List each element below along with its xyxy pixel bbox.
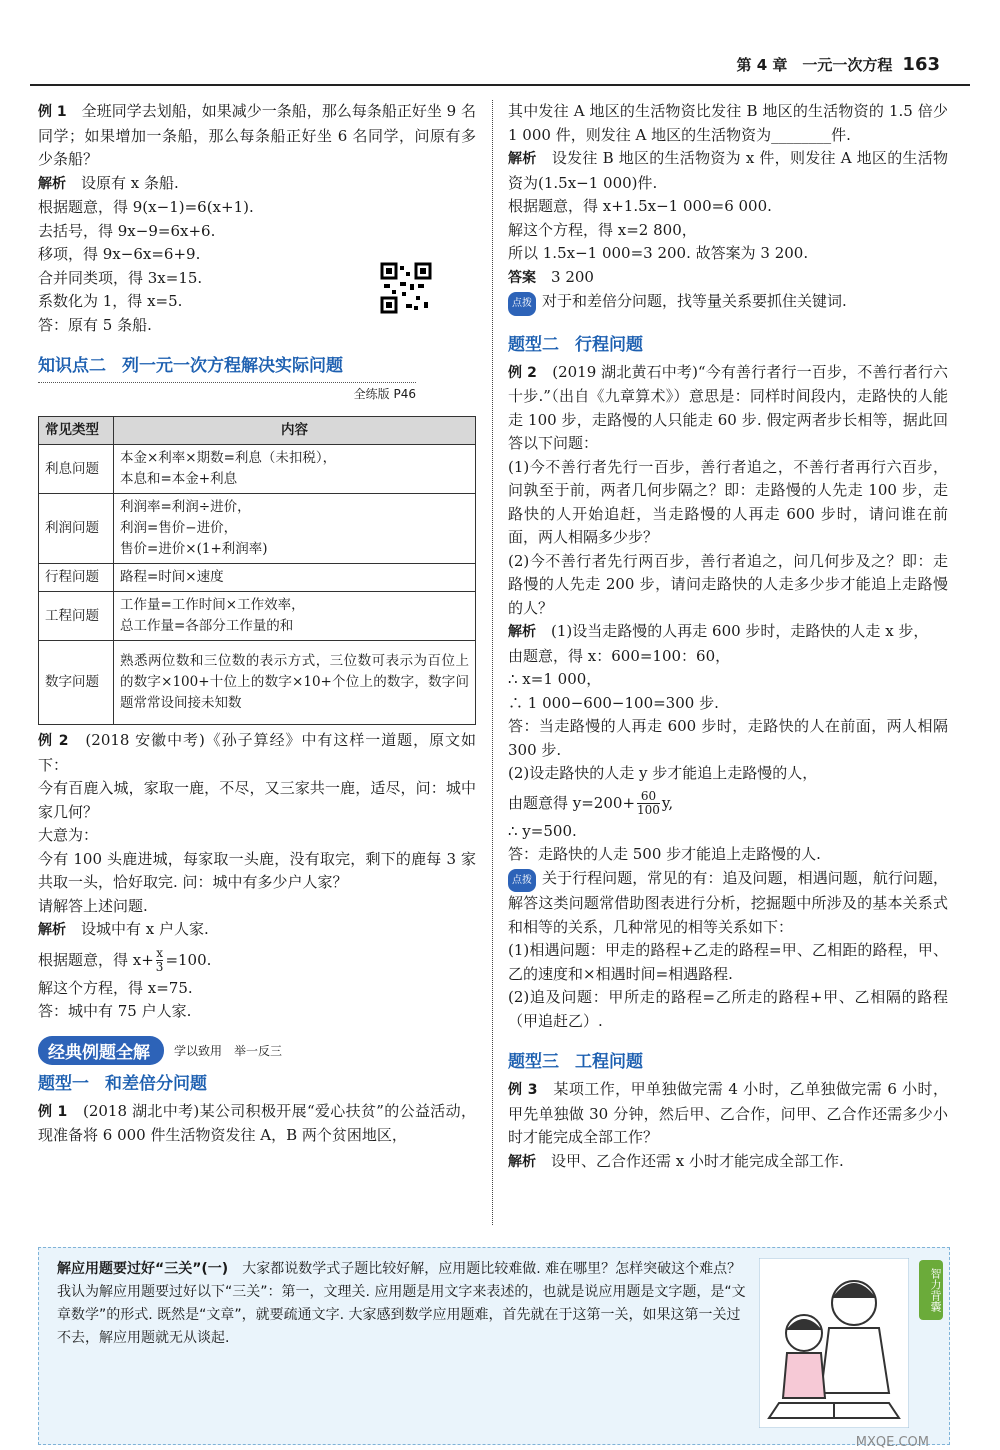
example-text: (2018 湖北中考)某公司积极开展“爱心扶贫”的公益活动，现准备将 6 000 件生活物资发往 A，B 两个贫困地区， — [38, 1101, 476, 1144]
tip-item: (1)相遇问题：甲走的路程+乙走的路程=甲、乙相距的路程，甲、乙的速度和×相遇时间=相遇路程. — [508, 941, 948, 983]
solution-line: 所以 1.5x−1 000=3 200. 故答案为 3 200. — [508, 244, 809, 262]
solution-line: ∴ 1 000−600−100=300 步. — [508, 693, 719, 712]
table-row — [39, 641, 476, 725]
fraction — [156, 947, 164, 974]
original-text: 今有百鹿入城，家取一鹿，不尽，又三家共一鹿，适尽，问：城中家几何？ — [38, 779, 476, 821]
answer-value: 3 200 — [551, 267, 594, 286]
solution-line: 设原有 x 条船. — [81, 173, 179, 192]
example-2 — [38, 729, 476, 777]
example-label: 例 2 — [508, 364, 537, 381]
solution-line: 移项，得 9x−6x=6+9. — [38, 245, 201, 263]
tip-text: 对于和差倍分问题，找等量关系要抓住关键词. — [542, 292, 847, 310]
example-text: (2019 湖北黄石中考)“今有善行者行一百步，不善行者行六十步.”（出自《九章算术》）意思是：同样时间段内，走路快的人能走 100 步，走路慢的人只能走 60 步. 假定两者步长相等，据此回答以下问题： — [508, 362, 948, 452]
solution-line: (2)设走路快的人走 y 步才能追上走路慢的人， — [508, 764, 818, 782]
table-cell — [114, 592, 476, 641]
practice-reference: 全练版 P46 — [38, 382, 416, 402]
solution-line: 设城中有 x 户人家. — [81, 920, 209, 938]
section-banner — [38, 1036, 476, 1065]
table-row — [39, 445, 476, 494]
fraction — [637, 790, 660, 817]
cell-line: 工作量=工作时间×工作效率， — [120, 597, 305, 613]
table-row — [39, 592, 476, 641]
watermark: MXQE.COM — [855, 1435, 929, 1450]
example-label: 例 1 — [38, 104, 67, 120]
equation-part: 由题意得 y=200+ — [508, 793, 636, 812]
type-heading — [508, 330, 948, 355]
tip-item: (2)追及问题：甲所走的路程=乙所走的路程+甲、乙相隔的路程（甲追赶乙）. — [508, 988, 948, 1030]
tip-badge: 点拨 — [508, 292, 536, 316]
denominator: 100 — [637, 803, 660, 817]
solution-line: 设发往 B 地区的生活物资为 x 件，则发往 A 地区的生活物资为(1.5x−1 000)件. — [508, 149, 948, 192]
jiexi-label: 解析 — [38, 175, 66, 192]
type-title: 工程问题 — [575, 1052, 643, 1072]
equation-part: 根据题意，得 x+ — [38, 950, 154, 969]
solution-line: 解这个方程，得 x=2 800， — [508, 220, 697, 239]
solution-line: 由题意，得 x：600=100：60， — [508, 646, 731, 665]
example-label: 例 2 — [38, 733, 69, 749]
solution-line: 解这个方程，得 x=75. — [38, 978, 193, 997]
tip-box-body: 大家都说数学式子题比较好解，应用题比较难做. 难在哪里？怎样突破这个难点？我认为解应用题要过好以下“三关”：第一，文理关. 应用题是用文字来表述的，也就是说应用题是文字题，是“文章数学”的形式. 既然是“文章”，就要疏通文字. 大家感到数学应用题难，首先就在于这第一关，如果这第一关过不去，解应用题就无从谈起. — [57, 1261, 746, 1346]
tip — [508, 867, 948, 940]
example-text: 全班同学去划船，如果减少一条船，那么每条船正好坐 9 名同学；如果增加一条船，那么每条船正好坐 6 名同学，问原有多少条船？ — [38, 102, 476, 168]
type-heading — [38, 1069, 476, 1094]
example-text: 某项工作，甲单独做完需 4 小时，乙单独做完需 6 小时，甲先单独做 30 分钟，然后甲、乙合作，问甲、乙合作还需多少小时才能完成全部工作？ — [508, 1080, 948, 1146]
numerator: x — [156, 946, 163, 960]
cell-line: 本息和=本金+利息 — [120, 471, 238, 487]
question-2: (2)今不善行者先行两百步，善行者追之，问几何步及之？即：走路慢的人先走 200 步，请问走路快的人走多少步才能追上走路慢的人？ — [508, 551, 948, 617]
header-rule — [30, 84, 970, 86]
example-label: 例 1 — [38, 1103, 68, 1120]
solution-line: ∴ x=1 000， — [508, 670, 602, 688]
solution-line: 去括号，得 9x−9=6x+6. — [38, 221, 216, 240]
type-label: 题型三 — [508, 1052, 559, 1072]
kp-title: 列一元一次方程解决实际问题 — [122, 356, 343, 376]
solution-line: 答：走路快的人走 500 步才能追上走路慢的人. — [508, 845, 821, 863]
table-header-cell: 常见类型 — [39, 417, 114, 445]
table-cell — [114, 494, 476, 564]
table-cell: 利润问题 — [39, 494, 114, 564]
denominator: 3 — [155, 960, 164, 974]
example-3 — [508, 1078, 948, 1150]
type-title: 行程问题 — [575, 334, 643, 355]
solution-line: 根据题意，得 x+1.5x−1 000=6 000. — [508, 197, 772, 215]
solution-line: 答：当走路慢的人再走 600 步时，走路快的人在前面，两人相隔 300 步. — [508, 717, 948, 759]
solution — [508, 1150, 948, 1175]
cell-line: 利润=售价−进价， — [120, 520, 238, 536]
cell-line: 总工作量=各部分工作量的和 — [120, 618, 294, 634]
right-column — [508, 100, 948, 1174]
meaning-label: 大意为： — [38, 826, 99, 844]
table-row — [39, 494, 476, 564]
tip-box-title: 解应用题要过好“三关”(一) — [57, 1261, 229, 1277]
example-1 — [38, 100, 476, 172]
type-label: 题型一 — [38, 1073, 89, 1094]
solution-line: 答：原有 5 条船. — [38, 315, 152, 334]
table-cell: 行程问题 — [39, 564, 114, 592]
left-column — [38, 100, 476, 1148]
problem-types-table — [38, 416, 476, 725]
cell-line: 售价=进价×(1+利润率) — [120, 541, 268, 557]
table-cell: 数字问题 — [39, 641, 114, 725]
answer-label: 答案 — [508, 269, 536, 286]
equation-part: y, — [661, 793, 674, 812]
question-1: (1)今不善行者先行一百步，善行者追之，不善行者再行六百步，问孰至于前，两者几何步隔之？即：走路慢的人先走 100 步，走路快的人开始追赶，当走路慢的人再走 600 步时，请问谁在前面，两人相隔多少步？ — [508, 457, 948, 546]
example-continuation: 其中发往 A 地区的生活物资比发往 B 地区的生活物资的 1.5 倍少 1 000 件，则发往 A 地区的生活物资为________件. — [508, 102, 948, 144]
tip-box — [38, 1247, 950, 1450]
solution-line: 合并同类项，得 3x=15. — [38, 268, 203, 287]
numerator: 60 — [637, 790, 660, 804]
column-divider — [492, 100, 493, 1225]
qr-code-icon[interactable] — [380, 262, 432, 314]
jiexi-label: 解析 — [38, 922, 66, 938]
solution-line: ∴ y=500. — [508, 821, 577, 840]
solution-line: (1)设当走路慢的人再走 600 步时，走路快的人走 x 步， — [551, 622, 929, 640]
solution — [508, 147, 948, 195]
tip-box-text — [57, 1258, 747, 1350]
kp-label: 知识点二 — [38, 356, 106, 376]
table-header — [39, 417, 476, 445]
solution — [38, 172, 476, 197]
solution-line: 设甲、乙合作还需 x 小时才能完成全部工作. — [551, 1151, 844, 1170]
example-2-right — [508, 361, 948, 456]
solution — [508, 620, 948, 645]
solution — [38, 918, 476, 943]
table-header-cell: 内容 — [114, 417, 476, 445]
cell-line: 本金×利率×期数=利息（未扣税）， — [120, 450, 337, 466]
side-tab: 智力背囊 — [919, 1260, 943, 1320]
equation-part: =100. — [165, 950, 212, 969]
solution-line: 系数化为 1，得 x=5. — [38, 292, 183, 310]
chapter-title: 第 4 章 一元一次方程 — [736, 56, 893, 74]
jiexi-label: 解析 — [508, 151, 537, 167]
banner-title: 经典例题全解 — [38, 1036, 164, 1065]
type-title: 和差倍分问题 — [105, 1073, 207, 1094]
tip-badge: 点拨 — [508, 869, 536, 893]
table-cell — [114, 445, 476, 494]
page-number: 163 — [902, 54, 940, 75]
type-label: 题型二 — [508, 334, 559, 355]
table-cell: 熟悉两位数和三位数的表示方式，三位数可表示为百位上的数字×100+十位上的数字×10+个位上的数字，数字问题常常设间接未知数 — [114, 641, 476, 725]
solution-line: 答：城中有 75 户人家. — [38, 1002, 192, 1020]
banner-subtitle: 学以致用 举一反三 — [174, 1043, 283, 1058]
jiexi-label: 解析 — [508, 1153, 536, 1170]
children-reading-illustration — [759, 1258, 909, 1428]
knowledge-point-heading — [38, 351, 476, 376]
meaning-text: 今有 100 头鹿进城，每家取一头鹿，没有取完，剩下的鹿每 3 家共取一头，恰好取完. 问：城中有多少户人家？ — [38, 849, 476, 891]
answer — [508, 266, 948, 291]
page-header — [737, 54, 940, 75]
cell-line: 利润率=利润÷进价， — [120, 499, 251, 515]
tip-text: 关于行程问题，常见的有：追及问题，相遇问题，航行问题，解答这类问题常借助图表进行分析，挖掘题中所涉及的基本关系式和相等的关系，几种常见的相等关系如下： — [508, 868, 948, 936]
type-heading — [508, 1047, 948, 1072]
example-1b — [38, 1100, 476, 1148]
question-text: 请解答上述问题. — [38, 896, 148, 915]
example-label: 例 3 — [508, 1082, 538, 1098]
example-text: (2018 安徽中考)《孙子算经》中有这样一道题，原文如下： — [38, 731, 476, 774]
jiexi-label: 解析 — [508, 624, 536, 640]
table-cell: 工程问题 — [39, 592, 114, 641]
equation-line — [508, 786, 948, 820]
solution-line: 根据题意，得 9(x−1)=6(x+1). — [38, 198, 254, 216]
table-cell: 路程=时间×速度 — [114, 564, 476, 592]
equation-line — [38, 943, 476, 977]
table-row — [39, 564, 476, 592]
tip — [508, 290, 948, 316]
table-cell: 利息问题 — [39, 445, 114, 494]
